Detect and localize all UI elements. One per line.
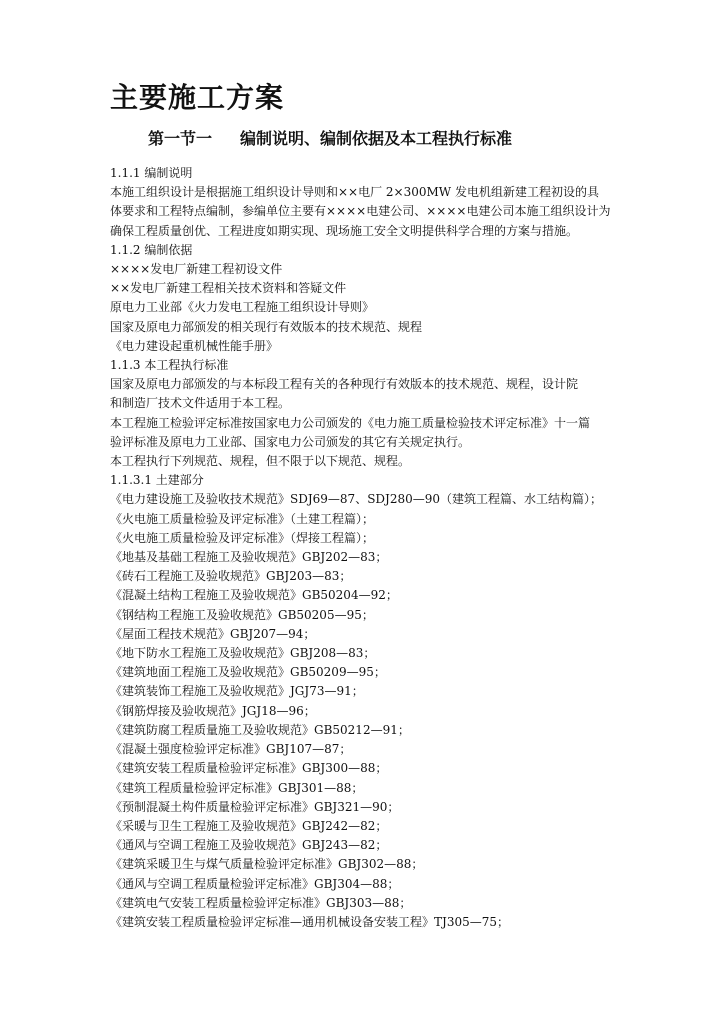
text-line: 本工程施工检验评定标准按国家电力公司颁发的《电力施工质量检验技术评定标准》十一篇: [110, 415, 591, 430]
text-line: 《砖石工程施工及验收规范》GBJ203—83；: [110, 569, 352, 584]
text-line: 《电力建设施工及验收技术规范》SDJ69—87、SDJ280—90（建筑工程篇、水工结构篇）；: [110, 492, 603, 507]
text-line: 国家及原电力部颁发的相关现行有效版本的技术规范、规程: [110, 319, 423, 334]
text-line: 《火电施工质量检验及评定标准》（土建工程篇）；: [110, 511, 375, 526]
text-line: 《建筑电气安装工程质量检验评定标准》GBJ303—88；: [110, 895, 412, 910]
text-line: 《预制混凝土构件质量检验评定标准》GBJ321—90；: [110, 799, 400, 814]
text-line: 《钢结构工程施工及验收规范》GB50205—95；: [110, 607, 374, 622]
document-body: [110, 164, 630, 932]
section-title: 编制说明、编制依据及本工程执行标准: [240, 129, 513, 148]
text-line: 1.1.3 本工程执行标准: [110, 358, 229, 373]
section-number: 第一节一: [148, 129, 213, 148]
text-line: 本工程执行下列规范、规程，但不限于以下规范、规程。: [110, 454, 411, 469]
text-line: 《建筑装饰工程施工及验收规范》JGJ73—91；: [110, 684, 364, 699]
text-line: 和制造厂技术文件适用于本工程。: [110, 396, 291, 411]
text-line: 《地基及基础工程施工及验收规范》GBJ202—83；: [110, 550, 388, 565]
text-line: 《地下防水工程施工及验收规范》GBJ208—83；: [110, 646, 376, 661]
document-title: 主要施工方案: [110, 81, 285, 114]
text-line: 国家及原电力部颁发的与本标段工程有关的各种现行有效版本的技术规范、规程，设计院: [110, 377, 579, 392]
text-line: 《建筑采暖卫生与煤气质量检验评定标准》GBJ302—88；: [110, 857, 424, 872]
text-line: 体要求和工程特点编制，参编单位主要有××××电建公司、××××电建公司本施工组织设计为: [110, 204, 611, 219]
text-line: 《混凝土强度检验评定标准》GBJ107—87；: [110, 742, 352, 757]
text-line: ××××发电厂新建工程初设文件: [110, 262, 283, 277]
text-line: 《屋面工程技术规范》GBJ207—94；: [110, 626, 316, 641]
text-line: 《混凝土结构工程施工及验收规范》GB50204—92；: [110, 588, 398, 603]
text-line: 1.1.3.1 土建部分: [110, 473, 204, 488]
text-line: 验评标准及原电力工业部、国家电力公司颁发的其它有关规定执行。: [110, 434, 471, 449]
text-line: 1.1.2 编制依据: [110, 242, 193, 257]
text-line: 《建筑防腐工程质量施工及验收规范》GB50212—91；: [110, 722, 410, 737]
section-heading: [148, 128, 512, 150]
text-line: 《建筑工程质量检验评定标准》GBJ301—88；: [110, 780, 364, 795]
text-line: 《采暖与卫生工程施工及验收规范》GBJ242—82；: [110, 818, 388, 833]
text-line: 《钢筋焊接及验收规范》JGJ18—96；: [110, 703, 316, 718]
text-line: 《电力建设起重机械性能手册》: [110, 338, 279, 353]
text-line: 《通风与空调工程质量检验评定标准》GBJ304—88；: [110, 876, 400, 891]
text-line: 确保工程质量创优、工程进度如期实现、现场施工安全文明提供科学合理的方案与措施。: [110, 223, 579, 238]
text-line: ××发电厂新建工程相关技术资料和答疑文件: [110, 281, 347, 296]
text-line: 《火电施工质量检验及评定标准》（焊接工程篇）；: [110, 530, 375, 545]
text-line: 《通风与空调工程施工及验收规范》GBJ243—82；: [110, 838, 388, 853]
text-line: 1.1.1 编制说明: [110, 166, 193, 180]
text-line: 《建筑安装工程质量检验评定标准》GBJ300—88；: [110, 761, 388, 776]
text-line: 本施工组织设计是根据施工组织设计导则和××电厂 2×300MW 发电机组新建工程初设的具: [110, 185, 599, 200]
text-line: 《建筑安装工程质量检验评定标准—通用机械设备安装工程》TJ305—75；: [110, 914, 509, 929]
text-line: 《建筑地面工程施工及验收规范》GB50209—95；: [110, 665, 386, 680]
text-line: 原电力工业部《火力发电工程施工组织设计导则》: [110, 300, 375, 315]
